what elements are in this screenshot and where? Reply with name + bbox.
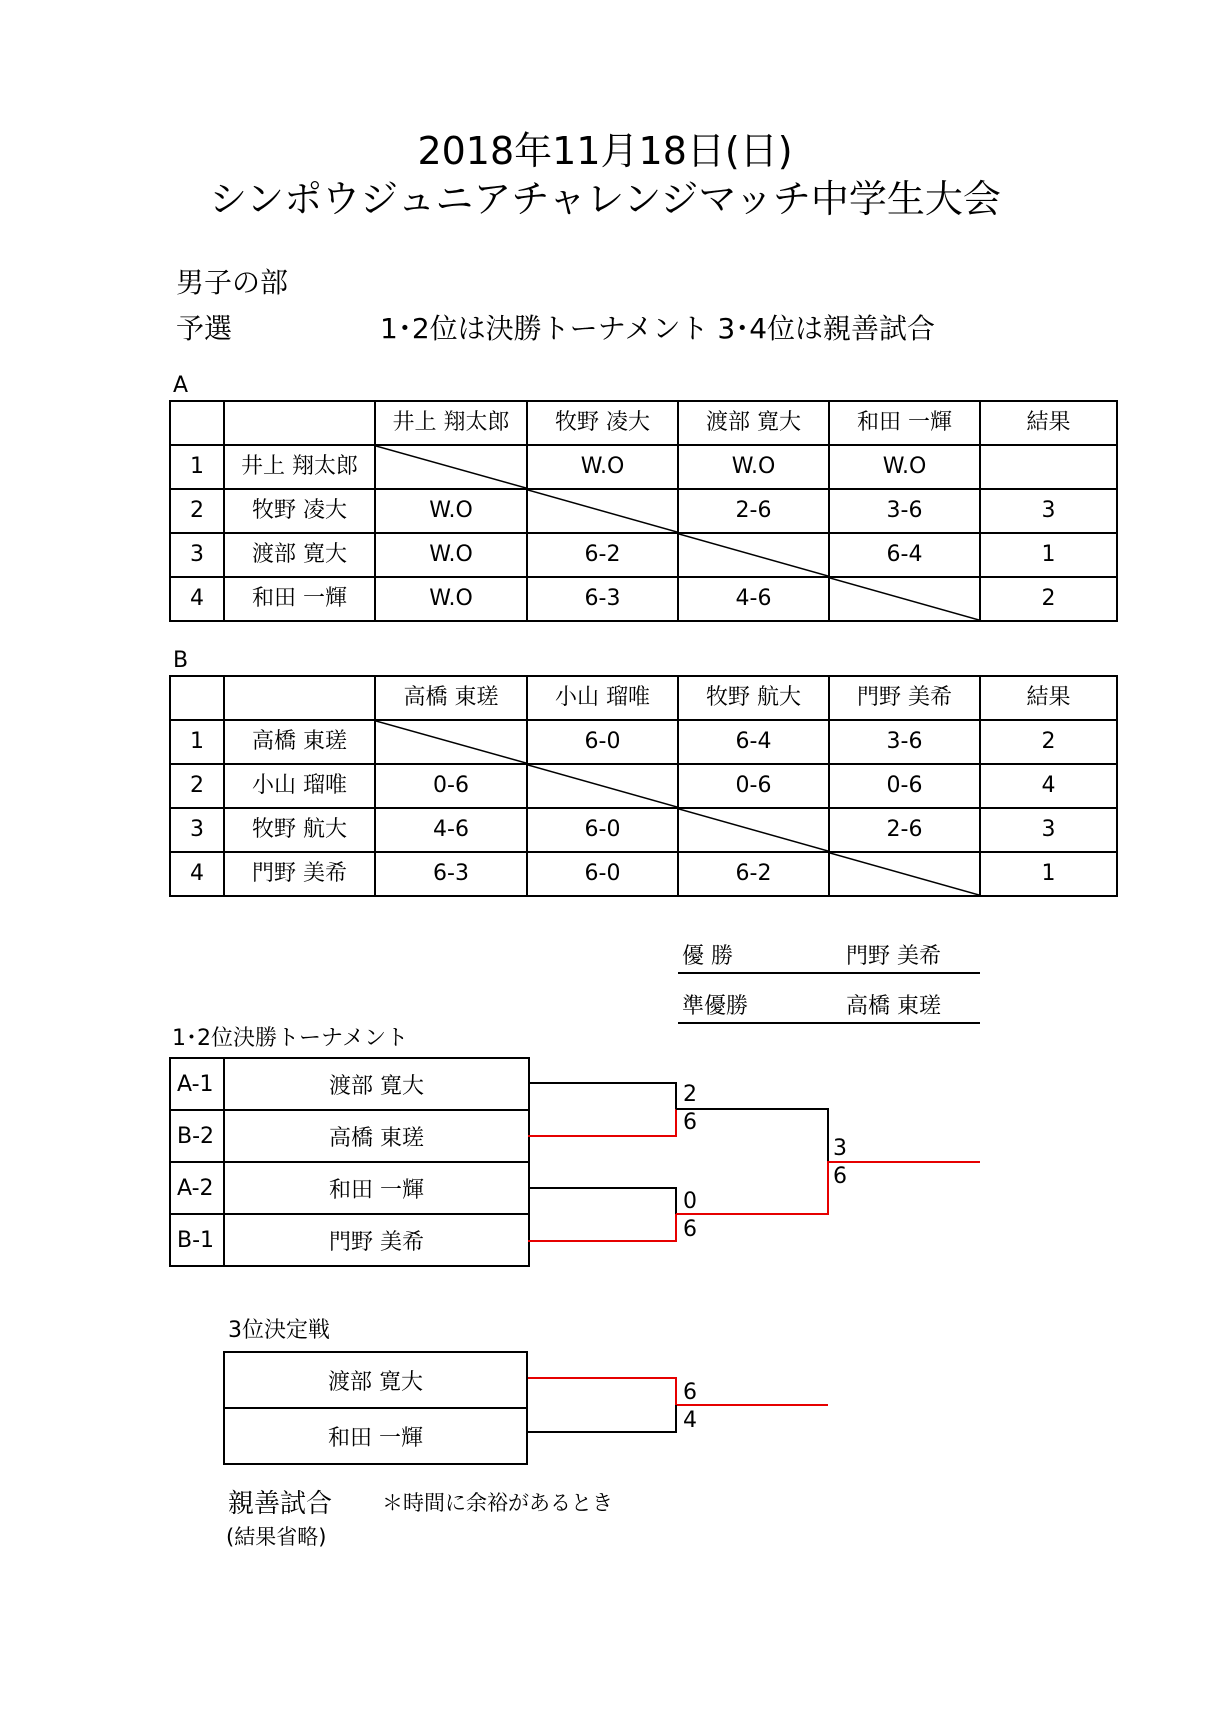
player-header: 井上 翔太郎 [375, 401, 527, 445]
row-number: 2 [170, 764, 224, 808]
score-cell: 3-6 [829, 489, 980, 533]
result-cell: 1 [980, 852, 1117, 896]
player-header: 門野 美希 [829, 676, 980, 720]
player-header: 渡部 寛大 [678, 401, 829, 445]
score-cell: 6-0 [527, 808, 678, 852]
prelim-note: 1･2位は決勝トーナメント 3･4位は親善試合 [380, 312, 936, 345]
player-header: 高橋 東瑳 [375, 676, 527, 720]
group-b-label: B [173, 648, 189, 673]
third-place-title: 3位決定戦 [228, 1318, 330, 1343]
row-player-name: 牧野 航大 [224, 808, 375, 852]
row-number: 3 [170, 808, 224, 852]
score-cell: 4-6 [375, 808, 527, 852]
bracket-player-name: 渡部 寛大 [224, 1352, 527, 1408]
winner-name: 門野 美希 [846, 944, 941, 969]
third-score-top: 6 [683, 1380, 697, 1405]
score-cell: W.O [829, 445, 980, 489]
row-player-name: 渡部 寛大 [224, 533, 375, 577]
friendly-label: 親善試合 [228, 1489, 333, 1519]
bracket-player-name: 門野 美希 [224, 1214, 529, 1266]
score-cell: 0-6 [829, 764, 980, 808]
score-cell: 6-2 [678, 852, 829, 896]
row-number: 4 [170, 577, 224, 621]
event-date: 2018年11月18日(日) [417, 129, 793, 173]
seed-label: A-2 [170, 1162, 224, 1214]
score-cell: W.O [375, 489, 527, 533]
bracket-line-third-winner [528, 1378, 828, 1405]
score-cell: 0-6 [375, 764, 527, 808]
score-cell: 2-6 [678, 489, 829, 533]
result-header: 結果 [980, 401, 1117, 445]
bracket-line-semi2-winner [528, 1214, 676, 1241]
prelim-label: 予選 [176, 312, 233, 345]
result-cell: 2 [980, 720, 1117, 764]
player-header: 牧野 航大 [678, 676, 829, 720]
bracket-line-semi2-loser [528, 1188, 676, 1214]
bracket-line-semi1-loser [528, 1083, 676, 1109]
score-cell: 0-6 [678, 764, 829, 808]
bracket-player-name: 高橋 東瑳 [224, 1110, 529, 1162]
bracket-line-third-loser [528, 1405, 676, 1432]
semi2-score-top: 0 [683, 1189, 697, 1214]
row-player-name: 牧野 凌大 [224, 489, 375, 533]
result-cell: 3 [980, 808, 1117, 852]
score-cell: 6-3 [375, 852, 527, 896]
row-player-name: 門野 美希 [224, 852, 375, 896]
result-cell: 4 [980, 764, 1117, 808]
bracket-line-semi1-winner [528, 1109, 676, 1136]
final-score-bottom: 6 [833, 1164, 847, 1189]
result-cell: 2 [980, 577, 1117, 621]
row-number: 1 [170, 445, 224, 489]
semi1-score-bottom: 6 [683, 1110, 697, 1135]
result-cell: 1 [980, 533, 1117, 577]
score-cell: 6-2 [527, 533, 678, 577]
bracket-player-name: 渡部 寛大 [224, 1058, 529, 1110]
group-a-label: A [173, 373, 189, 398]
winner-label: 優 勝 [682, 944, 733, 969]
friendly-note: ＊時間に余裕があるとき [382, 1491, 613, 1515]
third-score-bottom: 4 [683, 1408, 697, 1433]
score-cell: 6-0 [527, 720, 678, 764]
score-cell: 4-6 [678, 577, 829, 621]
row-player-name: 小山 瑠唯 [224, 764, 375, 808]
row-player-name: 和田 一輝 [224, 577, 375, 621]
score-cell: 6-4 [678, 720, 829, 764]
seed-label: B-1 [170, 1214, 224, 1266]
semi1-score-top: 2 [683, 1082, 697, 1107]
score-cell: W.O [678, 445, 829, 489]
player-header: 和田 一輝 [829, 401, 980, 445]
bracket-line-final-winner [676, 1162, 980, 1214]
score-cell: W.O [527, 445, 678, 489]
row-player-name: 井上 翔太郎 [224, 445, 375, 489]
score-cell: 3-6 [829, 720, 980, 764]
row-number: 1 [170, 720, 224, 764]
runner-up-name: 高橋 東瑳 [846, 994, 941, 1019]
player-header: 牧野 凌大 [527, 401, 678, 445]
bracket-player-name: 和田 一輝 [224, 1162, 529, 1214]
division-label: 男子の部 [176, 266, 289, 299]
score-cell: W.O [375, 533, 527, 577]
seed-label: A-1 [170, 1058, 224, 1110]
row-player-name: 高橋 東瑳 [224, 720, 375, 764]
runner-up-label: 準優勝 [682, 994, 749, 1019]
bracket-line-final-loser [676, 1109, 828, 1162]
semi2-score-bottom: 6 [683, 1217, 697, 1242]
final-score-top: 3 [833, 1136, 847, 1161]
seed-label: B-2 [170, 1110, 224, 1162]
score-cell: 6-4 [829, 533, 980, 577]
row-number: 3 [170, 533, 224, 577]
event-title: シンポウジュニアチャレンジマッチ中学生大会 [209, 177, 1001, 221]
player-header: 小山 瑠唯 [527, 676, 678, 720]
final-bracket-title: 1･2位決勝トーナメント [172, 1026, 409, 1051]
score-cell: 2-6 [829, 808, 980, 852]
result-cell: 3 [980, 489, 1117, 533]
result-header: 結果 [980, 676, 1117, 720]
score-cell: 6-0 [527, 852, 678, 896]
friendly-sub: (結果省略) [226, 1525, 327, 1549]
bracket-player-name: 和田 一輝 [224, 1408, 527, 1464]
score-cell: 6-3 [527, 577, 678, 621]
row-number: 2 [170, 489, 224, 533]
score-cell: W.O [375, 577, 527, 621]
row-number: 4 [170, 852, 224, 896]
